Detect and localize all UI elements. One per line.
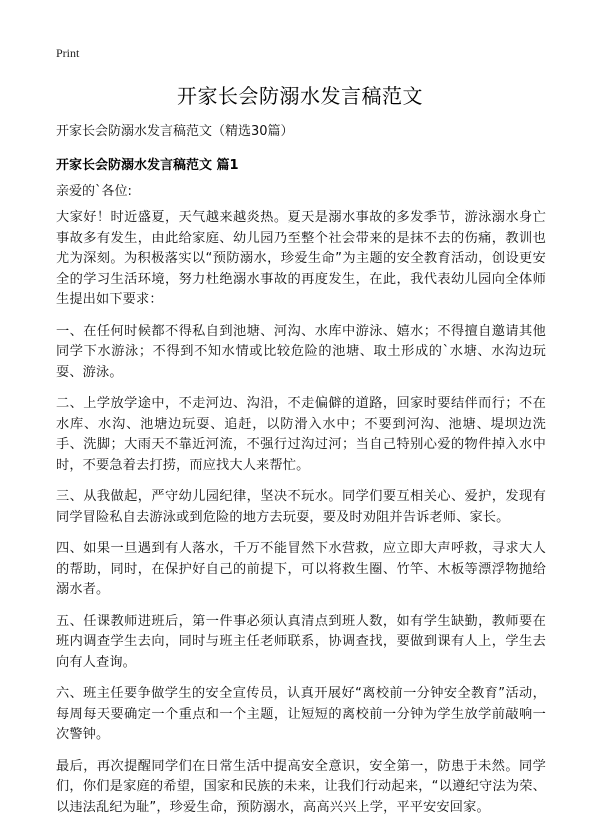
paragraph-rule-5: 五、任课教师进班后，第一件事必须认真清点到班人数，如有学生缺勤，教师要在班内调查学生去向，同时与班主任老师联系，协调查找，要做到课有人上，学生去向有人查询。 <box>56 613 546 670</box>
print-label[interactable]: Print <box>56 46 80 60</box>
paragraph-rule-1: 一、在任何时候都不得私自到池塘、河沟、水库中游泳、嬉水；不得擅自邀请其他同学下水游泳；不得到不知水情或比较危险的池塘、取土形成的`水塘、水沟边玩耍、游泳。 <box>56 323 546 380</box>
body-text <box>56 208 546 829</box>
paragraph-closing: 最后，再次提醒同学们在日常生活中提高安全意识，安全第一，防患于未然。同学们，你们是家庭的希望，国家和民族的未来，让我们行动起来，“以遵纪守法为荣、以违法乱纪为耻”，珍爱生命，预防溺水，高高兴兴上学，平平安安回家。 <box>56 758 546 815</box>
paragraph-rule-6: 六、班主任要争做学生的安全宣传员，认真开展好“离校前一分钟安全教育”活动，每周每天要确定一个重点和一个主题，让短短的离校前一分钟为学生放学前敲响一次警钟。 <box>56 686 546 742</box>
paragraph-intro: 大家好！时近盛夏，天气越来越炎热。夏天是溺水事故的多发季节，游泳溺水身亡事故多有发生，由此给家庭、幼儿园乃至整个社会带来的是抹不去的伤痛，教训也尤为深刻。为积极落实以“预防溺水，珍爱生命”为主题的安全教育活动，创设更安全的学习生活环境，努力杜绝溺水事故的再度发生，在此，我代表幼儿园向全体师生提出如下要求： <box>56 210 546 307</box>
paragraph-rule-2: 二、上学放学途中，不走河边、沟沿，不走偏僻的道路，回家时要结伴而行；不在水库、水沟、池塘边玩耍、追赶，以防滑入水中；不要到河沟、池塘、堤坝边洗手、洗脚；大雨天不靠近河流，不强行过沟过河；当自己特别心爱的物件掉入水中时，不要急着去打捞，而应找大人来帮忙。 <box>56 396 546 473</box>
greeting-line: 亲爱的`各位: <box>56 184 132 199</box>
document-subtitle: 开家长会防溺水发言稿范文（精选30篇） <box>56 124 294 139</box>
paragraph-rule-4: 四、如果一旦遇到有人落水，千万不能冒然下水营救，应立即大声呼救，寻求大人的帮助，同时，在保护好自己的前提下，可以将救生圈、竹竿、木板等漂浮物抛给溺水者。 <box>56 541 546 597</box>
section-heading: 开家长会防溺水发言稿范文 篇1 <box>56 158 239 173</box>
paragraph-rule-3: 三、从我做起，严守幼儿园纪律，坚决不玩水。同学们要互相关心、爱护，发现有同学冒险私自去游泳或到危险的地方去玩耍，要及时劝阻并告诉老师、家长。 <box>56 489 546 525</box>
document-title: 开家长会防溺水发言稿范文 <box>177 84 423 108</box>
